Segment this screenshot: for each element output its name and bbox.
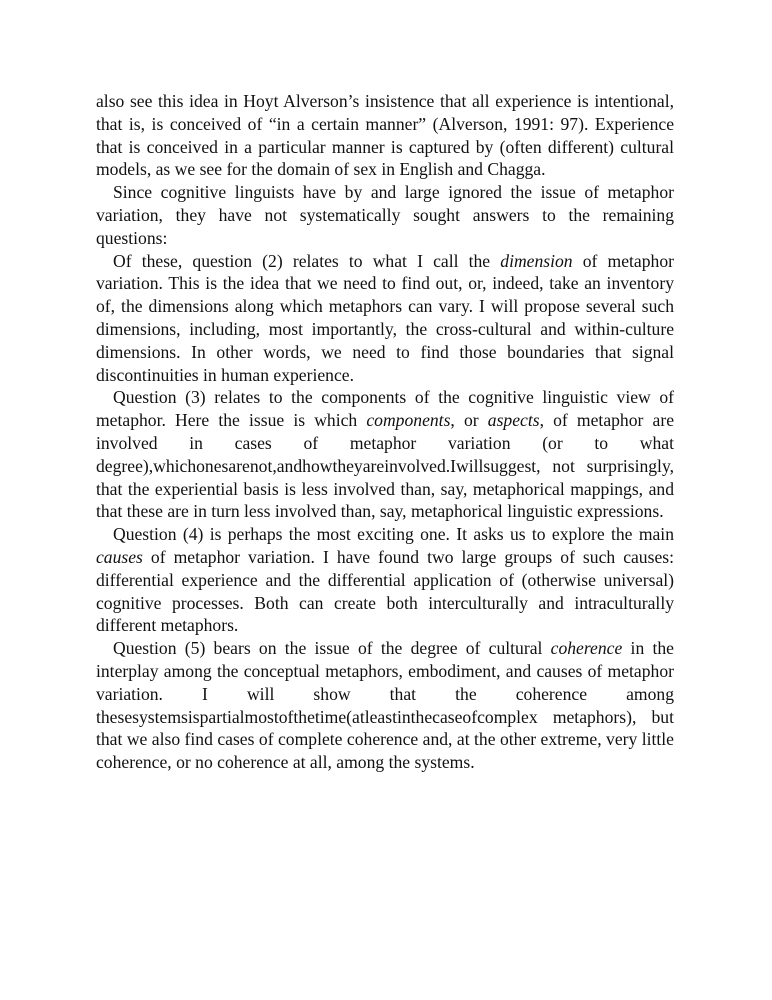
paragraph-text: in the interplay among the conceptual metaphors, embodiment, and causes of metaphor variation. I will show that the coherence among thesesystemsispartialmostofthetime(atleastinthecaseofcomplex metaphors), but that we also find cases of complete coherence and, at the other extreme, very little coherence, or no coherence at all, among the systems.: [96, 638, 674, 773]
emphasis-aspects: aspects: [487, 410, 540, 431]
paragraph-text: Since cognitive linguists have by and large ignored the issue of metaphor variation, they have not systematically sought answers to the remaining questions:: [96, 182, 674, 248]
paragraph-text: , of metaphor are involved in cases of metaphor variation (or to what degree),whichonesarenot,andhowtheyareinvolved.Iwillsuggest, not surprisingly, that the experiential basis is less involved than, say, metaphorical mappings, and that these are in turn less involved than, say, metaphorical linguistic expressions.: [96, 410, 674, 522]
emphasis-dimension: dimension: [500, 250, 573, 271]
emphasis-components: components: [366, 410, 451, 431]
paragraph-text: , or: [450, 410, 488, 431]
paragraph-text: of metaphor variation. I have found two large groups of such causes: differential experience and the differential application of (otherwise universal) cognitive processes. Both can create both interculturally and intraculturally different metaphors.: [96, 546, 674, 636]
paragraph-5: [96, 523, 674, 637]
paragraph-text: Of these, question (2) relates to what I call the: [113, 250, 501, 271]
paragraph-text: of metaphor variation. This is the idea that we need to find out, or, indeed, take an inventory of, the dimensions along which metaphors can vary. I will propose several such dimensions, including, most importantly, the cross-cultural and within-culture dimensions. In other words, we need to find those boundaries that signal discontinuities in human experience.: [96, 250, 674, 385]
emphasis-coherence: coherence: [550, 638, 623, 659]
paragraph-text: Question (3) relates to the components of the cognitive linguistic view of metaphor. Here the issue is which: [96, 387, 674, 431]
paragraph-3: [96, 250, 674, 387]
paragraph-4: [96, 386, 674, 523]
paragraph-text: Question (4) is perhaps the most exciting one. It asks us to explore the main: [113, 524, 674, 545]
paragraph-text: Question (5) bears on the issue of the degree of cultural: [113, 638, 551, 659]
paragraph-6: [96, 637, 674, 774]
emphasis-causes: causes: [96, 546, 143, 567]
paragraph-text: also see this idea in Hoyt Alverson’s insistence that all experience is intentional, that is, is conceived of “in a certain manner” (Alverson, 1991: 97). Experience that is conceived in a particular manner is captured by (often different) cultural models, as we see for the domain of sex in English and Chagga.: [96, 91, 674, 180]
paragraph-2: [96, 181, 674, 249]
paragraph-1: [96, 90, 674, 181]
document-page: [96, 90, 674, 774]
